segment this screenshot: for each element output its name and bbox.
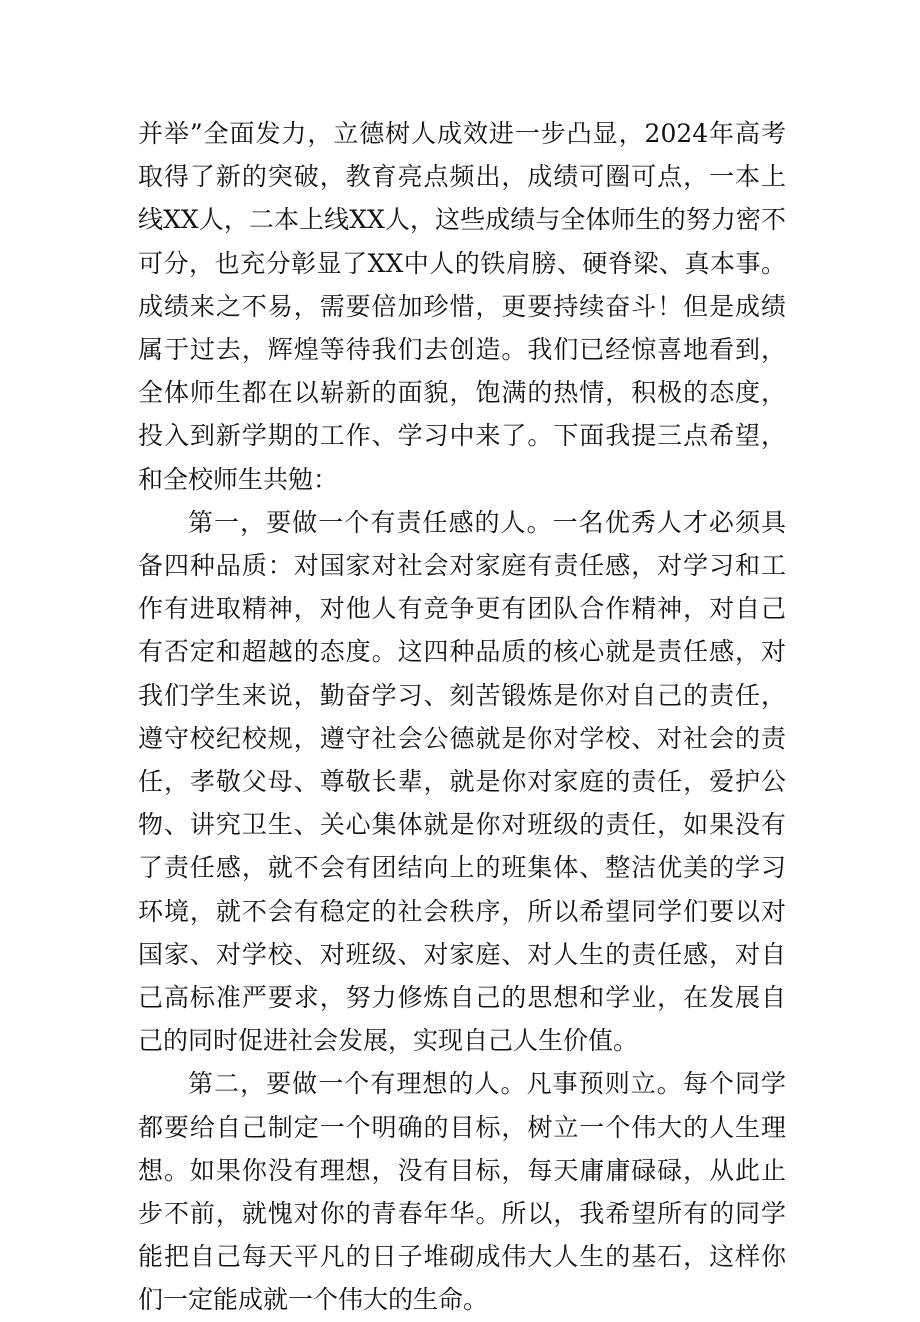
paragraph-ideals: 第二，要做一个有理想的人。凡事预则立。每个同学都要给自己制定一个明确的目标，树立一个伟大的人生理想。如果你没有理想，没有目标，每天庸庸碌碌，从此止步不前，就愧对你的青春年华。所以，我希望所有的同学能把自己每天平凡的日子堆砌成伟大人生的基石，这样你们一定能成就一个伟大的生命。 [138, 1069, 786, 1315]
paragraph-continuation: 并举”全面发力，立德树人成效进一步凸显，2024年高考取得了新的突破，教育亮点频出，成绩可圈可点，一本上线XX人，二本上线XX人，这些成绩与全体师生的努力密不可分，也充分彰显了XX中人的铁肩膀、硬脊梁、真本事。成绩来之不易，需要倍加珍惜，更要持续奋斗！但是成绩属于过去，辉煌等待我们去创造。我们已经惊喜地看到，全体师生都在以崭新的面貌，饱满的热情，积极的态度，投入到新学期的工作、学习中来了。下面我提三点希望，和全校师生共勉： [138, 119, 786, 494]
document-body [138, 112, 786, 1322]
paragraph-responsibility: 第一，要做一个有责任感的人。一名优秀人才必须具备四种品质：对国家对社会对家庭有责任感，对学习和工作有进取精神，对他人有竞争更有团队合作精神，对自己有否定和超越的态度。这四种品质的核心就是责任感，对我们学生来说，勤奋学习、刻苦锻炼是你对自己的责任，遵守校纪校规，遵守社会公德就是你对学校、对社会的责任，孝敬父母、尊敬长辈，就是你对家庭的责任，爱护公物、讲究卫生、关心集体就是你对班级的责任，如果没有了责任感，就不会有团结向上的班集体、整洁优美的学习环境，就不会有稳定的社会秩序，所以希望同学们要以对国家、对学校、对班级、对家庭、对人生的责任感，对自己高标准严要求，努力修炼自己的思想和学业，在发展自己的同时促进社会发展，实现自己人生价值。 [138, 507, 786, 1056]
